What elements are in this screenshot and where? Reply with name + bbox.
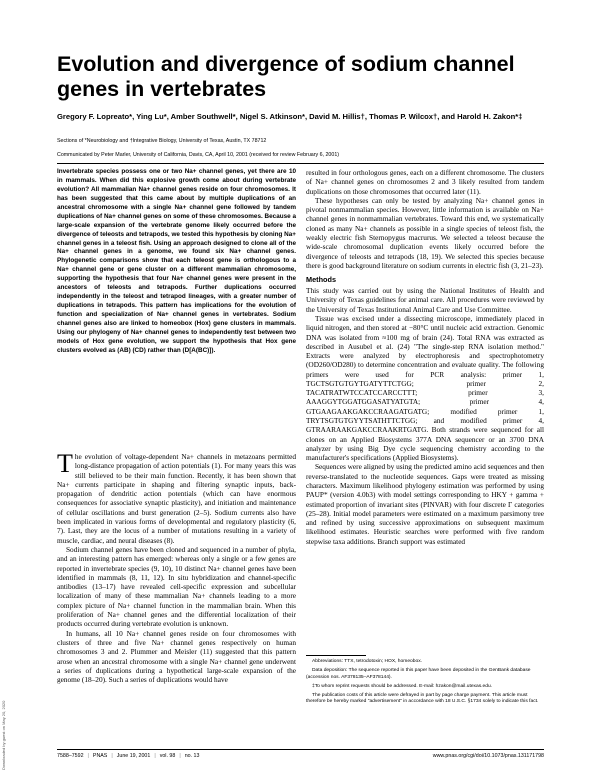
body-column-left <box>57 449 296 748</box>
intro-paragraph-2: Sodium channel genes have been cloned and sequenced in a number of phyla, and an interesting pattern has emerged: whereas only a single or a few genes are reported in invertebrate species (9, 10), 10 distinct Na+ channel genes have been identified in mammals (8, 11, 12). In situ hybridization and channel-specific antibodies (13–17) have revealed cell-specific expression and subcellular localization of many of these mammalian Na+ channels leading to a more complex picture of Na+ channel function in the mammalian brain. When this proliferation of Na+ channel genes and the differential localization of their products occurred during vertebrate evolution is unknown. <box>57 544 296 629</box>
footnotes <box>306 659 544 749</box>
body-column-right <box>306 168 544 648</box>
intro-paragraph-3: In humans, all 10 Na+ channel genes reside on four chromosomes with clusters of three and five Na+ channel genes respectively on human chromosomes 3 and 2. Plummer and Meisler (11) suggested that this pattern arose when an ancestral chromosome with a single Na+ channel gene underwent a series of duplications during a hypothetical large-scale expansion of the genome (18–20). Such a series of duplications would have <box>57 628 296 685</box>
intro-paragraph-1 <box>57 449 296 545</box>
paper-title: Evolution and divergence of sodium channel genes in vertebrates <box>57 52 515 101</box>
footer-journal: PNAS <box>92 753 108 759</box>
download-note: Downloaded by guest on May 20, 2020 <box>1 700 6 770</box>
methods-paragraph-1: This study was carried out by using the National Institutes of Health and University of Texas guidelines for animal care. All procedures were reviewed by the University of Texas Institutional Animal Care and Use Committee. <box>306 286 544 314</box>
footer-divider <box>57 749 544 750</box>
footnote-reprint-requests: ‡To whom reprint requests should be addressed. E-mail: hzakon@mail.utexas.edu. <box>312 683 493 689</box>
footer-doi-link[interactable]: www.pnas.org/cgi/doi/10.1073/pnas.131171798 <box>432 753 544 759</box>
footer-volume: vol. 98 <box>159 753 176 759</box>
abstract: Invertebrate species possess one or two Na+ channel genes, yet there are 10 in mammals. When did this explosive growth come about during vertebrate evolution? All mammalian Na+ channel genes reside on four chromosomes. It has been suggested that this came about by multiple duplications of an ancestral chromosome with a single Na+ channel gene followed by tandem duplications of Na+ channel genes on some of these chromosomes. Because a large-scale expansion of the vertebrate genome likely occurred before the divergence of teleosts and tetrapods, we tested this hypothesis by cloning Na+ channel genes in a teleost fish. Using an approach designed to clone all of the Na+ channel genes in a genome, we found six Na+ channel genes. Phylogenetic comparisons show that each teleost gene is orthologous to a Na+ channel gene or gene cluster on a different mammalian chromosome, supporting the hypothesis that four Na+ channel genes were present in the ancestors of teleosts and tetrapods. Further duplications occurred independently in the teleost and tetrapod lineages, with a greater number of duplications in tetrapods. This pattern has implications for the evolution of function and specialization of Na+ channel genes in vertebrates. Sodium channel genes also are linked to homeobox (Hox) gene clusters in mammals. Using our phylogeny of Na+ channel genes to independently test between two models of Hox gene evolution, we support the hypothesis that Hox gene clusters evolved as (AB) (CD) rather than (D[A(BC)]). <box>57 168 296 354</box>
footnote-data-deposition: Data deposition: The sequence reported in this paper have been deposited in the GenBank database (accession nos. AF378135–AF378144). <box>306 668 531 680</box>
header-divider <box>57 163 544 164</box>
page-footer <box>57 752 544 761</box>
footer-citation: 7588–7592 | PNAS | June 19, 2001 | vol. 98 | no. 13 <box>57 753 200 759</box>
affiliation: Sections of *Neurobiology and †Integrative Biology, University of Texas, Austin, TX 78712 <box>57 138 267 144</box>
methods-paragraph-3: Sequences were aligned by using the predicted amino acid sequences and then reverse-translated to the nucleotide sequences. Gaps were treated as missing characters. Maximum likelihood phylogeny estimation was performed by using PAUP* (version 4.0b3) with model settings corresponding to HKY + gamma + estimated proportion of invariant sites (PINVAR) with four discrete Γ categories (25–28). Initial model parameters were estimated on a maximum parsimony tree and refined by using successive approximations on subsequent maximum likelihood estimates. Heuristic searches were performed with five random stepwise taxa additions. Branch support was estimated <box>306 462 544 546</box>
intro-paragraph-5: These hypotheses can only be tested by analyzing Na+ channel genes in pivotal nonmammalian species. However, little information is available on Na+ channel genes in nonmammalian vertebrates. Toward this end, we systematically cloned as many Na+ channels as possible in a single species of teleost fish, the weakly electric fish Sternopygus macrurus. We selected a teleost because the wide-scale chromosomal duplication events likely occurred before the divergence of teleosts and tetrapods (18, 19). We selected this species because there is good background literature on sodium currents in electric fish (3, 21–23). <box>306 195 544 270</box>
footer-date: June 19, 2001 <box>116 753 151 759</box>
intro-paragraph-4: resulted in four orthologous genes, each on a different chromosome. The clusters of Na+ channel genes on chromosomes 2 and 3 likely resulted from tandem duplications on those chromosomes that occurred later (11). <box>306 168 544 196</box>
footer-pages: 7588–7592 <box>57 753 84 759</box>
drop-cap: T <box>57 449 73 478</box>
intro-paragraph-1-text: he evolution of voltage-dependent Na+ channels in metazoans permitted long-distance propagation of action potentials (1). For many years this was still believed to be their main function. Recently, it has been shown that Na+ currents participate in shaping and filtering synaptic inputs, back-propagation of dendritic action potentials (which can have enormous consequences for associative synaptic plasticity), and initiation and maintenance of cellular oscillations and burst generation (2–5). Sodium currents also have been implicated in various forms of developmental and regulatory plasticity (6, 7). Last, they are the locus of a number of mutations resulting in a variety of muscle, cardiac, and neural diseases (8). <box>57 452 296 545</box>
footnote-divider <box>306 655 366 656</box>
communicated-line: Communicated by Peter Marler, University of California, Davis, CA, April 10, 2001 (received for review February 6, 2001) <box>57 152 340 158</box>
footnote-publication-costs: The publication costs of this article were defrayed in part by page charge payment. This article must therefore be hereby marked "advertisement" in accordance with 18 U.S.C. §1734 solely to indicate this fact. <box>306 692 539 705</box>
methods-paragraph-2: Tissue was excised under a dissecting microscope, immediately placed in liquid nitrogen, and then stored at −80°C until nucleic acid extraction. Genomic DNA was isolated from ≈100 mg of brain (24). Total RNA was extracted as described in Ausubel et al. (24) "The single-step RNA isolation method." Extracts were analyzed by electrophoresis and spectrophotometry (OD260/OD280) to determine concentration and evaluate quality. The following primers were used for PCR analysis: primer 1, TGCTSGTGTGYTGATYTTCTGG; primer 2, TACATRATWTCCATCCARCCTTT; primer 3, AAAGGYTGGATGGASATYATGTA; primer 4, GTGAAGAAKGAKCCRAAGATGATG; modified primer 1, TRYTSGTGTGYYTSATHTTCTGG; and modified primer 4, GTRAARAAKGAKCCRAAKRTGATG. Both strands were sequenced for all clones on an Applied Biosystems 377A DNA sequencer or an 3700 DNA analyzer by using Big Dye cycle sequencing chemistry according to the manufacturer's specifications (Applied Biosystems). <box>306 313 544 463</box>
footnote-abbreviations: Abbreviations: TTX, tetrodotoxin; HOX, homeobox. <box>312 659 423 664</box>
methods-heading: Methods <box>306 275 336 285</box>
author-list: Gregory F. Lopreato*, Ying Lu*, Amber Southwell*, Nigel S. Atkinson*, David M. Hillis†, Thomas P. Wilcox†, and Harold H. Zakon*‡ <box>57 112 523 121</box>
footer-issue: no. 13 <box>184 753 200 759</box>
